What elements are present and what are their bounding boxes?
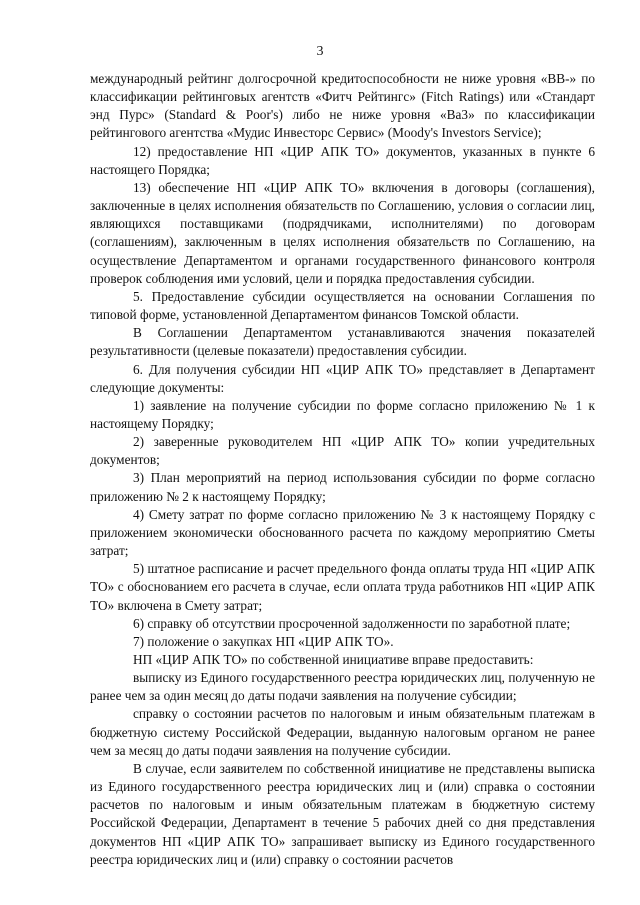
list-item-4: 4) Смету затрат по форме согласно приложению № 3 к настоящему Порядку с приложением экономически обоснованного расчета по каждому мероприятию Сметы затрат; <box>90 506 595 559</box>
paragraph-agreement-indicators: В Соглашении Департаментом устанавливаются значения показателей результативности (целевые показатели) предоставления субсидии. <box>90 325 595 359</box>
paragraph-rating-continuation: международный рейтинг долгосрочной кредитоспособности не ниже уровня «BB-» по классификации рейтинговых агентств «Фитч Рейтингс» (Fitch Ratings) или «Стандарт энд Пурс» (Standard & Poor's) либо не ниже уровня «Ba3» по классификации рейтингового агентства «Мудис Инвесторс Сервис» (Moody's Investors Service); <box>90 71 595 141</box>
list-item-1: 1) заявление на получение субсидии по форме согласно приложению № 1 к настоящему Порядку; <box>90 397 595 431</box>
paragraph-optional-docs: НП «ЦИР АПК ТО» по собственной инициативе вправе предоставить: <box>133 652 534 667</box>
page-number: 3 <box>316 44 324 59</box>
paragraph-department-request: В случае, если заявителем по собственной инициативе не представлены выписка из Единого государственного реестра юридических лиц и (или) справка о состоянии расчетов по налоговым и иным обязательным платежам в бюджетную систему Российской Федерации, Департамент в течение 5 рабочих дней со дня представления документов НП «ЦИР АПК ТО» запрашивает выписку из Единого государственного реестра юридических лиц и (или) справку о состоянии расчетов <box>90 760 595 867</box>
list-item-2: 2) заверенные руководителем НП «ЦИР АПК ТО» копии учредительных документов; <box>90 434 595 468</box>
paragraph-item-13: 13) обеспечение НП «ЦИР АПК ТО» включения в договоры (соглашения), заключенные в целях исполнения обязательств по Соглашению, условия о согласии лиц, являющихся поставщиками (подрядчиками, исполнителями) по договорам (соглашениям), заключенным в целях исполнения обязательств по Соглашению, на осуществление Департаментом и органами государственного финансового контроля проверок соблюдения ими условий, цели и порядка предоставления субсидии. <box>90 179 595 286</box>
list-item-3: 3) План мероприятий на период использования субсидии по форме согласно приложению № 2 к настоящему Порядку; <box>90 470 595 504</box>
paragraph-tax-certificate: справку о состоянии расчетов по налоговым и иным обязательным платежам в бюджетную систему Российской Федерации, выданную налоговым органом не ранее чем за месяц до даты подачи заявления на получение субсидии. <box>90 706 595 758</box>
list-item-7: 7) положение о закупках НП «ЦИР АПК ТО». <box>133 633 394 649</box>
list-item-6: 6) справку об отсутствии просроченной задолженности по заработной плате; <box>133 615 571 631</box>
document-body <box>90 70 595 869</box>
paragraph-section-6: 6. Для получения субсидии НП «ЦИР АПК ТО» представляет в Департамент следующие документы: <box>90 361 595 395</box>
paragraph-item-12: 12) предоставление НП «ЦИР АПК ТО» документов, указанных в пункте 6 настоящего Порядка; <box>90 143 595 177</box>
paragraph-registry-extract: выписку из Единого государственного реестра юридических лиц, полученную не ранее чем за один месяц до даты подачи заявления на получение субсидии; <box>90 670 595 704</box>
list-item-5: 5) штатное расписание и расчет предельного фонда оплаты труда НП «ЦИР АПК ТО» с обоснованием его расчета в случае, если оплата труда работников НП «ЦИР АПК ТО» включена в Смету затрат; <box>90 561 595 613</box>
paragraph-section-5: 5. Предоставление субсидии осуществляется на основании Соглашения по типовой форме, установленной Департаментом финансов Томской области. <box>90 288 595 323</box>
